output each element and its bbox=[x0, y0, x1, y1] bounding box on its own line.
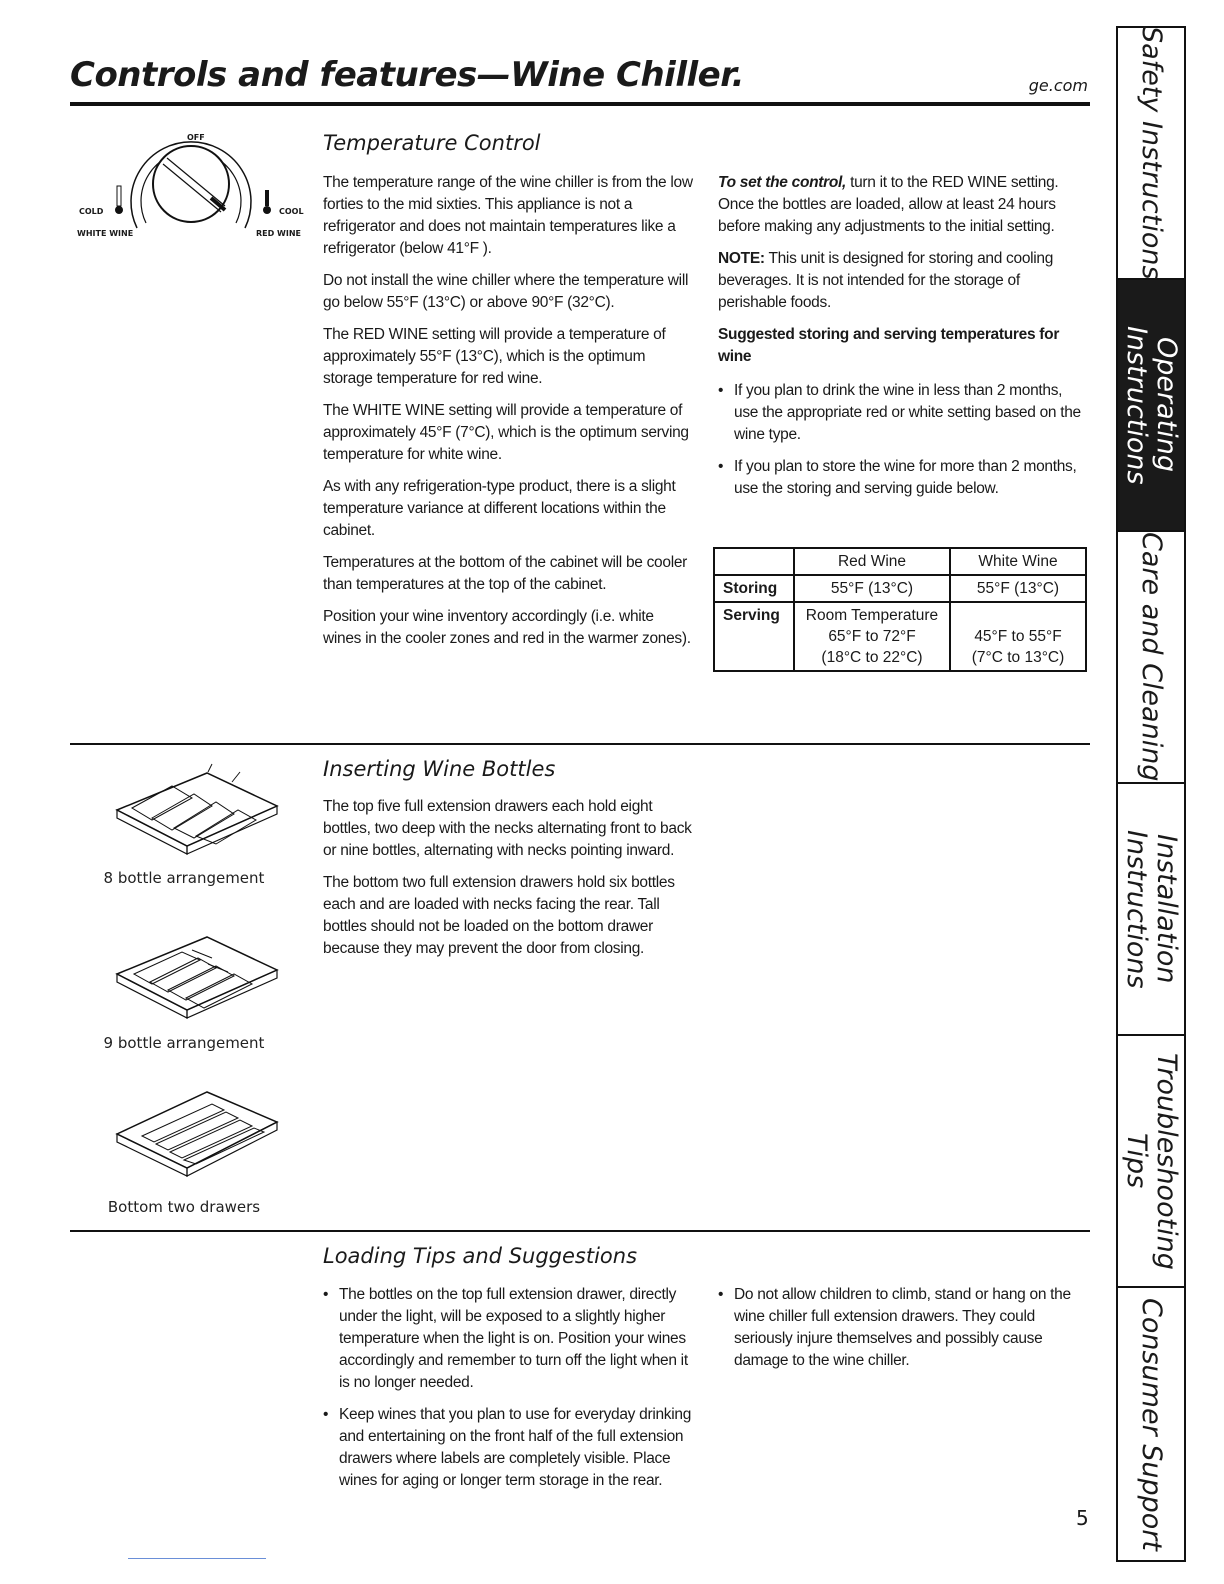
nine-bottle-drawer-illustration bbox=[112, 922, 282, 1026]
loading-tips-list bbox=[718, 1284, 1090, 1372]
tab-label: Operating Instructions bbox=[1121, 325, 1182, 485]
inserting-text bbox=[323, 796, 693, 970]
tab-label: Safety Instructions bbox=[1136, 26, 1167, 280]
row-label-serving: Serving bbox=[714, 602, 794, 671]
storing-white-value: 55°F (13°C) bbox=[950, 575, 1086, 602]
dial-white-wine-label: WHITE WINE bbox=[77, 229, 134, 238]
wine-drawer-icon bbox=[112, 1084, 282, 1184]
serving-white-line: 45°F to 55°F bbox=[974, 628, 1062, 645]
dial-cold-label: COLD bbox=[79, 207, 104, 216]
loading-right-column bbox=[718, 1284, 1090, 1382]
tab-operating-instructions[interactable] bbox=[1118, 280, 1184, 532]
header-rule bbox=[70, 102, 1090, 106]
note-text: This unit is designed for storing and cooling beverages. It is not intended for the storage of perishable foods. bbox=[718, 250, 1054, 311]
tab-consumer-support[interactable] bbox=[1118, 1288, 1184, 1560]
eight-bottle-drawer-illustration bbox=[112, 758, 282, 862]
tab-installation-instructions[interactable] bbox=[1118, 784, 1184, 1036]
serving-red-value bbox=[794, 602, 950, 671]
paragraph: The bottom two full extension drawers hold six bottles each and are loaded with necks facing the rear. Tall bottles should not be loaded on the bottom drawer because they may prevent the door from closing. bbox=[323, 874, 675, 957]
list-item: • Keep wines that you plan to use for everyday drinking and entertaining on the front half of the full extension drawers where labels are completely visible. Place wines for aging or longer term storage in the rear. bbox=[323, 1404, 695, 1492]
suggested-temps-list bbox=[718, 380, 1090, 500]
note-paragraph bbox=[718, 248, 1090, 314]
loading-heading: Loading Tips and Suggestions bbox=[323, 1244, 638, 1268]
paragraph: The RED WINE setting will provide a temperature of approximately 55°F (13°C), which is the optimum storage temperature for red wine. bbox=[323, 326, 666, 387]
table-row bbox=[714, 575, 1086, 602]
footer-line bbox=[128, 1558, 266, 1559]
wine-drawer-icon bbox=[112, 758, 282, 858]
tab-troubleshooting-tips[interactable] bbox=[1118, 1036, 1184, 1288]
caption-8-bottle: 8 bottle arrangement bbox=[103, 869, 265, 887]
wine-temperature-table bbox=[713, 547, 1087, 672]
paragraph: Do not install the wine chiller where the temperature will go below 55°F (13°C) or above 90°F (32°C). bbox=[323, 272, 689, 311]
row-label-storing: Storing bbox=[714, 575, 794, 602]
paragraph: Position your wine inventory accordingly (i.e. white wines in the cooler zones and red in the warmer zones). bbox=[323, 608, 691, 647]
serving-red-line: Room Temperature bbox=[805, 607, 939, 624]
section-divider bbox=[70, 1230, 1090, 1232]
set-control-lead: To set the control, bbox=[718, 174, 847, 191]
set-control-text: turn it to the RED WINE setting. Once the bottles are loaded, allow at least 24 hours before making any adjustments to the initial setting. bbox=[718, 174, 1059, 235]
caption-9-bottle: 9 bottle arrangement bbox=[103, 1034, 265, 1052]
serving-white-line: (7°C to 13°C) bbox=[971, 649, 1065, 666]
storing-red-value: 55°F (13°C) bbox=[794, 575, 950, 602]
paragraph: The WHITE WINE setting will provide a temperature of approximately 45°F (7°C), which is the optimum serving temperature for white wine. bbox=[323, 402, 689, 463]
serving-red-line: 65°F to 72°F bbox=[828, 628, 916, 645]
set-control-column bbox=[718, 172, 1090, 510]
header-red-wine: Red Wine bbox=[794, 548, 950, 575]
list-item: • The bottles on the top full extension drawer, directly under the light, will be exposed to a slightly higher temperature when the light is on. Position your wines accordingly and remember to turn off the light when it is no longer needed. bbox=[323, 1284, 695, 1394]
site-url: ge.com bbox=[1028, 76, 1088, 95]
list-item: • Do not allow children to climb, stand or hang on the wine chiller full extension drawers. They could seriously injure themselves and possibly cause damage to the wine chiller. bbox=[718, 1284, 1090, 1372]
tab-safety-instructions[interactable] bbox=[1118, 28, 1184, 280]
temperature-control-heading: Temperature Control bbox=[323, 131, 541, 155]
list-item: • If you plan to store the wine for more than 2 months, use the storing and serving guide below. bbox=[718, 456, 1090, 500]
loading-tips-list bbox=[323, 1284, 695, 1492]
table-row bbox=[714, 602, 1086, 671]
tab-care-and-cleaning[interactable] bbox=[1118, 532, 1184, 784]
paragraph: As with any refrigeration-type product, there is a slight temperature variance at different locations within the cabinet. bbox=[323, 478, 676, 539]
page-title: Controls and features—Wine Chiller. bbox=[70, 55, 745, 95]
set-control-paragraph bbox=[718, 172, 1090, 238]
header-white-wine: White Wine bbox=[950, 548, 1086, 575]
dial-off-label: OFF bbox=[187, 133, 205, 142]
section-tabs bbox=[1116, 26, 1186, 1562]
list-item: • If you plan to drink the wine in less than 2 months, use the appropriate red or white setting based on the wine type. bbox=[718, 380, 1090, 446]
section-divider bbox=[70, 743, 1090, 745]
tab-label: Troubleshooting Tips bbox=[1121, 1052, 1182, 1270]
bottom-drawer-illustration bbox=[112, 1084, 282, 1188]
loading-left-column bbox=[323, 1284, 695, 1502]
inserting-heading: Inserting Wine Bottles bbox=[323, 757, 556, 781]
note-lead: NOTE: bbox=[718, 250, 765, 267]
tab-label: Care and Cleaning bbox=[1136, 532, 1167, 782]
dial-cool-label: COOL bbox=[279, 207, 304, 216]
dial-red-wine-label: RED WINE bbox=[256, 229, 302, 238]
page-number: 5 bbox=[1076, 1506, 1089, 1530]
paragraph: The temperature range of the wine chiller is from the low forties to the mid sixties. This appliance is not a refrigerator and does not maintain temperatures like a refrigerator (below 41°F ). bbox=[323, 174, 693, 257]
serving-white-value bbox=[950, 602, 1086, 671]
suggested-temps-heading: Suggested storing and serving temperatures for wine bbox=[718, 326, 1060, 365]
tab-label: Installation Instructions bbox=[1121, 829, 1182, 989]
temperature-control-text bbox=[323, 172, 695, 660]
paragraph: Temperatures at the bottom of the cabinet will be cooler than temperatures at the top of the cabinet. bbox=[323, 554, 688, 593]
caption-bottom-drawers: Bottom two drawers bbox=[107, 1198, 261, 1216]
paragraph: The top five full extension drawers each hold eight bottles, two deep with the necks alternating front to back or nine bottles, alternating with necks pointing inward. bbox=[323, 798, 692, 859]
wine-drawer-icon bbox=[112, 922, 282, 1022]
tab-label: Consumer Support bbox=[1136, 1297, 1167, 1551]
table-row bbox=[714, 548, 1086, 575]
serving-red-line: (18°C to 22°C) bbox=[821, 649, 923, 666]
